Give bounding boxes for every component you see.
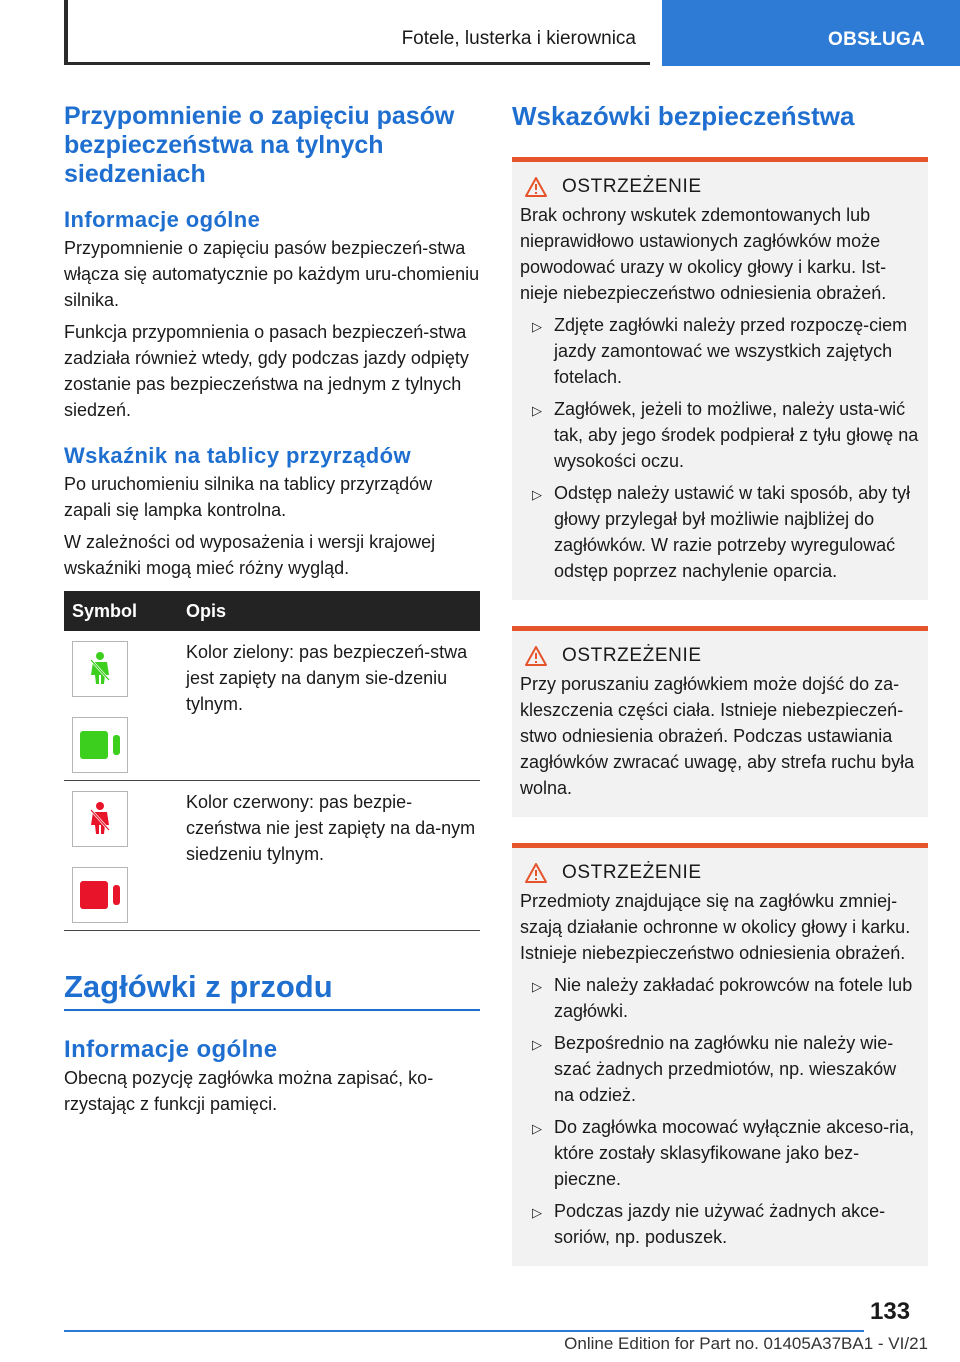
column-symbol: Symbol xyxy=(72,600,138,621)
column-description: Opis xyxy=(186,600,227,621)
list-item xyxy=(520,1198,920,1250)
section-title: Fotele, lusterka i kierownica xyxy=(401,28,636,49)
indicator-paragraph-2: W zależności od wyposażenia i wersji krajowej wskaźniki mogą mieć różny wygląd. xyxy=(64,532,436,578)
left-column xyxy=(64,102,480,1117)
seatbelt-reminder-title: Przypomnienie o zapięciu pasów bezpieczeństwa na tylnych siedzeniach xyxy=(64,102,455,188)
warning-triangle-icon xyxy=(524,645,548,667)
warning-box xyxy=(512,157,928,600)
arrow-right-icon: ▷ xyxy=(532,319,542,334)
arrow-right-icon: ▷ xyxy=(532,403,542,418)
table-header xyxy=(64,591,480,631)
footer-rule xyxy=(64,1330,864,1332)
safety-tips-title: Wskazówki bezpieczeństwa xyxy=(512,101,855,131)
warning-list xyxy=(520,312,920,584)
headrest-general-heading: Informacje ogólne xyxy=(64,1036,278,1063)
arrow-right-icon: ▷ xyxy=(532,1121,542,1136)
front-headrests-title: Zagłówki z przodu xyxy=(64,969,480,1011)
list-item-text: Podczas jazdy nie używać żadnych akce-soriów, np. poduszek. xyxy=(554,1201,886,1247)
warning-box xyxy=(512,626,928,817)
warning-label: OSTRZEŻENIE xyxy=(562,645,702,666)
headrest-paragraph: Obecną pozycję zagłówka można zapisać, ko-rzystając z funkcji pamięci. xyxy=(64,1068,434,1114)
warning-triangle-icon xyxy=(524,862,548,884)
symbol-cell xyxy=(64,781,186,930)
warning-box xyxy=(512,843,928,1266)
list-item xyxy=(520,1114,920,1192)
arrow-right-icon: ▷ xyxy=(532,1205,542,1220)
warning-triangle-icon xyxy=(524,176,548,198)
indicator-heading: Wskaźnik na tablicy przyrządów xyxy=(64,443,411,468)
warning-text: Przedmioty znajdujące się na zagłówku zmniej-szają działanie ochronne w okolicy głowy i karku. Istnieje niebezpieczeństwo odniesienia obrażeń. xyxy=(520,891,911,963)
warning-label: OSTRZEŻENIE xyxy=(562,176,702,197)
general-paragraph-2: Funkcja przypomnienia o pasach bezpieczeń-stwa zadziała również wtedy, gdy podczas jazdy odpięty zostanie pas bezpieczeństwa na jednym z tylnych siedzeń. xyxy=(64,322,469,420)
symbol-cell xyxy=(64,631,186,780)
list-item-text: Do zagłówka mocować wyłącznie akceso-ria, które zostały sklasyfikowane jako bez-pieczne. xyxy=(554,1117,915,1189)
warning-title xyxy=(524,862,920,884)
table-row xyxy=(64,781,480,931)
list-item xyxy=(520,1030,920,1108)
header-underline xyxy=(64,62,650,65)
indicator-paragraph-1: Po uruchomieniu silnika na tablicy przyrządów zapali się lampka kontrolna. xyxy=(64,474,433,520)
page-number: 133 xyxy=(870,1298,911,1325)
seatbelt-green-icon xyxy=(72,641,128,697)
list-item xyxy=(520,480,920,584)
seatbelt-red-icon xyxy=(72,791,128,847)
list-item xyxy=(520,312,920,390)
table-row xyxy=(64,631,480,781)
description-red: Kolor czerwony: pas bezpie-czeństwa nie jest zapięty na da-nym siedzeniu tylnym. xyxy=(186,792,476,864)
seat-indicator-red-icon xyxy=(72,867,128,923)
edition-line: Online Edition for Part no. 01405A37BA1 - VI/21 xyxy=(564,1334,928,1353)
list-item-text: Zdjęte zagłówki należy przed rozpoczę-ciem jazdy zamontować we wszystkich zajętych fotelach. xyxy=(554,315,908,387)
arrow-right-icon: ▷ xyxy=(532,979,542,994)
warning-label: OSTRZEŻENIE xyxy=(562,862,702,883)
arrow-right-icon: ▷ xyxy=(532,487,542,502)
list-item xyxy=(520,972,920,1024)
warning-title xyxy=(524,176,920,198)
symbol-table xyxy=(64,591,480,931)
general-paragraph-1: Przypomnienie o zapięciu pasów bezpieczeń-stwa włącza się automatycznie po każdym uru-chomieniu silnika. xyxy=(64,238,480,310)
chapter-tab[interactable]: OBSŁUGA xyxy=(662,0,960,66)
warning-text: Brak ochrony wskutek zdemontowanych lub nieprawidłowo ustawionych zagłówków może powodować urazy w okolicy głowy i karku. Ist-nieje niebezpieczeństwo odniesienia obrażeń. xyxy=(520,205,887,303)
description-green: Kolor zielony: pas bezpieczeń-stwa jest zapięty na danym sie-dzeniu tylnym. xyxy=(186,642,468,714)
warning-list xyxy=(520,972,920,1250)
list-item-text: Nie należy zakładać pokrowców na fotele lub zagłówki. xyxy=(554,975,913,1021)
warning-title xyxy=(524,645,920,667)
list-item-text: Bezpośrednio na zagłówku nie należy wie-szać żadnych przedmiotów, np. wieszaków na odzież. xyxy=(554,1033,897,1105)
seat-indicator-green-icon xyxy=(72,717,128,773)
list-item-text: Zagłówek, jeżeli to możliwe, należy usta-wić tak, aby jego środek podpierał z tyłu głowę na wysokości oczu. xyxy=(554,399,919,471)
arrow-right-icon: ▷ xyxy=(532,1037,542,1052)
general-info-heading: Informacje ogólne xyxy=(64,207,261,232)
warning-text: Przy poruszaniu zagłówkiem może dojść do za-kleszczenia części ciała. Istnieje niebezpieczeń-stwo odniesienia obrażeń. Podczas ustawiania zagłówków zwracać uwagę, aby strefa ruchu była wolna. xyxy=(520,674,915,798)
list-item-text: Odstęp należy ustawić w taki sposób, aby tył głowy przylegał był możliwie najbliżej do zagłówków. W razie potrzeby wyregulować odstęp poprzez nachylenie oparcia. xyxy=(554,483,911,581)
list-item xyxy=(520,396,920,474)
right-column xyxy=(512,102,928,1266)
